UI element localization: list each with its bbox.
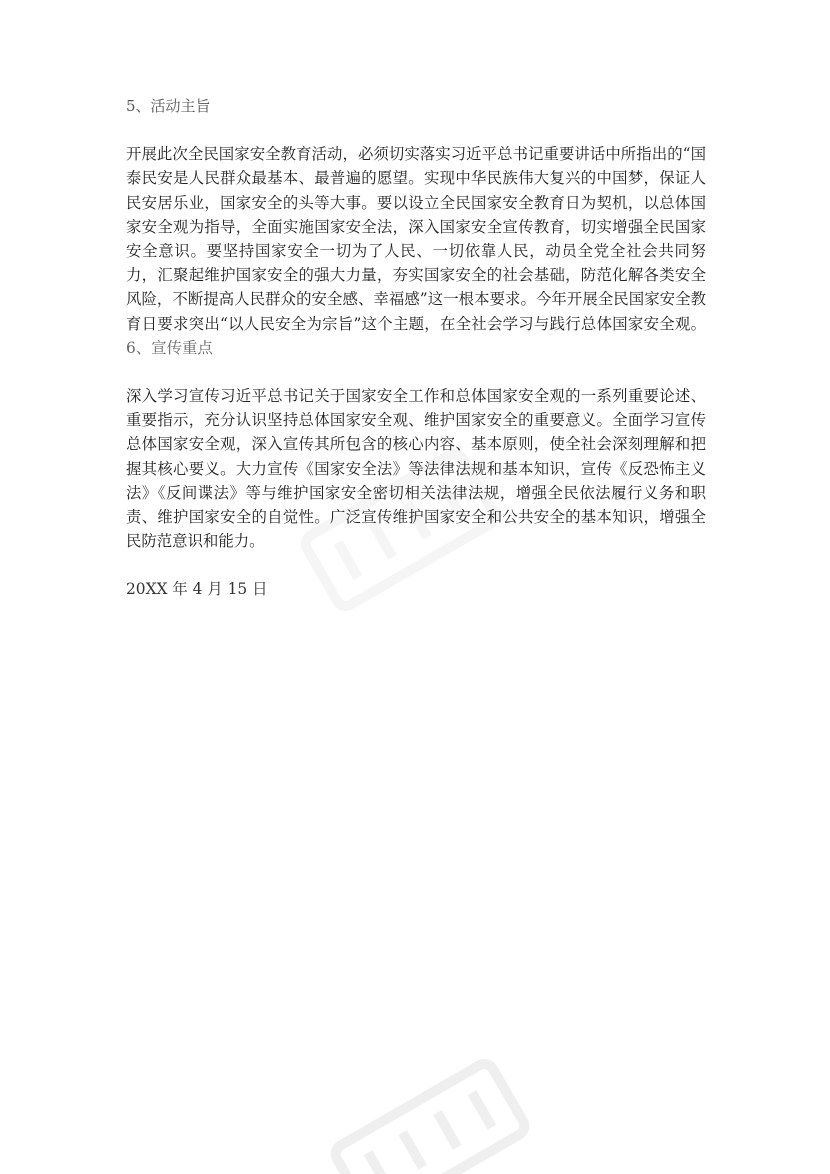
paragraph <box>126 142 706 360</box>
document-date: 20XX 年 4 月 15 日 <box>126 580 268 599</box>
document-body <box>126 94 706 602</box>
paragraph: 深入学习宣传习近平总书记关于国家安全工作和总体国家安全观的一系列重要论述、重要指示，充分认识坚持总体国家安全观、维护国家安全的重要意义。全面学习宣传总体国家安全观，深入宣传其所包含的核心内容、基本原则，使全社会深刻理解和把握其核心要义。大力宣传《国家安全法》等法律法规和基本知识，宣传《反恐怖主义法》《反间谍法》等与维护国家安全密切相关法律法规，增强全民依法履行义务和职责、维护国家安全的自觉性。广泛宣传维护国家安全和公共安全的基本知识，增强全民防范意识和能力。 <box>126 387 706 551</box>
section-heading: 6、宣传重点 <box>126 338 213 357</box>
paragraph-text: 开展此次全民国家安全教育活动，必须切实落实习近平总书记重要讲话中所指出的“国泰民安是人民群众最基本、最普遍的愿望。实现中华民族伟大复兴的中国梦，保证人民安居乐业，国家安全的头等大事。要以设立全民国家安全教育日为契机，以总体国家安全观为指导，全面实施国家安全法，深入国家安全宣传教育，切实增强全民国家安全意识。要坚持国家安全一切为了人民、一切依靠人民，动员全党全社会共同努力，汇聚起维护国家安全的强大力量，夯实国家安全的社会基础，防范化解各类安全风险，不断提高人民群众的安全感、幸福感”这一根本要求。今年开展全民国家安全教育日要求突出“以人民安全为宗旨”这个主题，在全社会学习与践行总体国家安全观。 <box>126 145 706 333</box>
section-heading: 5、活动主旨 <box>126 97 211 115</box>
watermark-graphic <box>300 1040 560 1174</box>
